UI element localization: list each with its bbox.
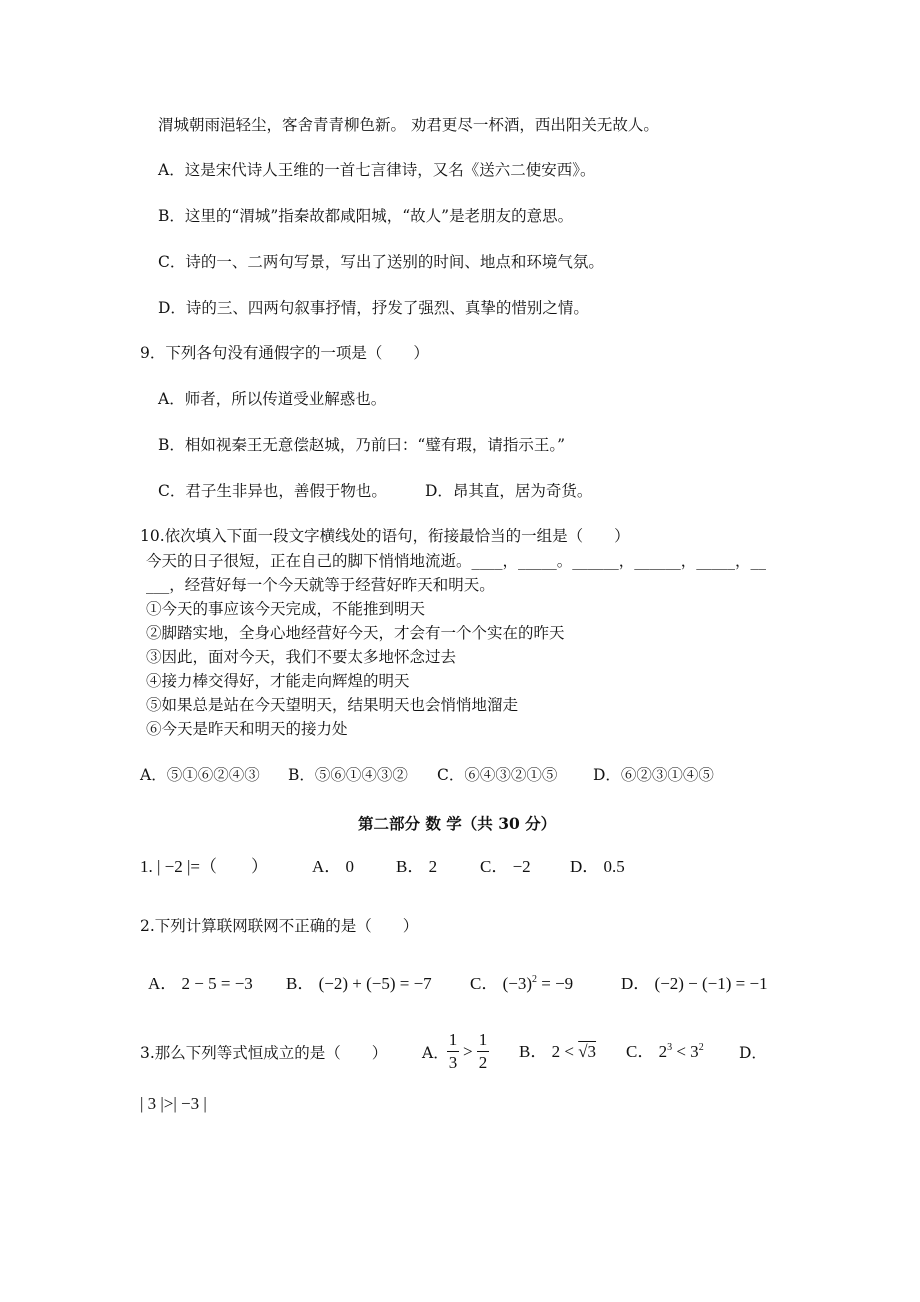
q9-option-d: D．昂其直，居为奇货。 — [425, 482, 593, 500]
m3-option-b-lhs: B． 2 < — [519, 1042, 574, 1061]
m3-fraction-2-denominator: 2 — [478, 1053, 488, 1072]
m2-option-c-result: = −9 — [537, 974, 574, 993]
m2-option-d: D． (−2) − (−1) = −1 — [621, 974, 768, 993]
m3-option-d-label: D． — [739, 1044, 767, 1062]
m3-fraction-2 — [477, 1031, 489, 1072]
m3-option-c-exponent-1: 3 — [667, 1042, 673, 1053]
q8-option-a: A．这是宋代诗人王维的一首七言律诗，又名《送六二使安西》。 — [158, 161, 596, 179]
q10-option-a: A．⑤①⑥②④③ — [140, 766, 260, 784]
m2-option-c — [470, 974, 573, 994]
m3-option-d-expression: | 3 |>| −3 | — [140, 1094, 207, 1113]
q10-item-3: ③因此，面对今天，我们不要太多地怀念过去 — [146, 648, 457, 666]
m3-fraction-2-numerator: 1 — [478, 1030, 488, 1049]
m3-option-a-label: A． — [422, 1044, 449, 1062]
m1-option-b: B． 2 — [396, 857, 438, 876]
q10-item-1: ①今天的事应该今天完成，不能推到明天 — [146, 600, 426, 618]
m3-greater-than: > — [463, 1042, 473, 1061]
q10-option-c: C．⑥④③②①⑤ — [437, 766, 558, 784]
q8-option-c: C．诗的一、二两句写景，写出了送别的时间、地点和环境气氛。 — [158, 253, 604, 271]
q9-stem: 9．下列各句没有通假字的一项是（ ） — [140, 344, 429, 362]
m1-option-a: A． 0 — [312, 857, 355, 876]
m3-option-b — [519, 1042, 596, 1062]
m1-stem: 1. | −2 |=（ ） — [140, 857, 268, 876]
m2-option-c-exponent: 2 — [532, 974, 537, 985]
q10-passage-line-1: 今天的日子很短，正在自己的脚下悄悄地流逝。____，_____。______，______，_____，__ — [146, 552, 767, 570]
q8-option-d: D．诗的三、四两句叙事抒情，抒发了强烈、真挚的惜别之情。 — [158, 299, 589, 317]
section-title: 第二部分 数 学（共 30 分） — [358, 814, 557, 833]
m3-option-c-lhs: C． 2 — [626, 1042, 668, 1061]
q10-stem: 10.依次填入下面一段文字横线处的语句，衔接最恰当的一组是（ ） — [140, 527, 630, 545]
m3-fraction-1-denominator: 3 — [448, 1053, 458, 1072]
m3-option-c-exponent-2: 2 — [698, 1042, 704, 1053]
m3-option-c — [626, 1042, 704, 1062]
q10-passage-line-2: ___，经营好每一个今天就等于经营好昨天和明天。 — [146, 576, 495, 594]
q8-option-b: B．这里的“渭城”指秦故都咸阳城，“故人”是老朋友的意思。 — [158, 207, 574, 225]
m2-stem: 2.下列计算联网联网不正确的是（ ） — [140, 917, 419, 935]
q10-item-6: ⑥今天是昨天和明天的接力处 — [146, 720, 348, 738]
m3-option-b-root: √3 — [578, 1042, 597, 1061]
m2-option-a: A． 2 − 5 = −3 — [148, 974, 253, 993]
m1-option-c: C． −2 — [480, 857, 531, 876]
q10-item-4: ④接力棒交得好，才能走向辉煌的明天 — [146, 672, 410, 690]
m3-fraction-1 — [447, 1031, 459, 1072]
q10-item-2: ②脚踏实地，全身心地经营好今天，才会有一个个实在的昨天 — [146, 624, 565, 642]
q10-option-d: D．⑥②③①④⑤ — [593, 766, 714, 784]
q9-option-a: A．师者，所以传道受业解惑也。 — [158, 390, 387, 408]
q10-item-5: ⑤如果总是站在今天望明天，结果明天也会悄悄地溜走 — [146, 696, 519, 714]
q9-option-c: C．君子生非异也，善假于物也。 — [158, 482, 387, 500]
m2-option-c-base: C． (−3) — [470, 974, 532, 993]
m1-option-d: D． 0.5 — [570, 857, 625, 876]
poem-line: 渭城朝雨浥轻尘，客舍青青柳色新。 劝君更尽一杯酒，西出阳关无故人。 — [158, 116, 659, 134]
q10-option-b: B．⑤⑥①④③② — [288, 766, 408, 784]
m2-option-b: B． (−2) + (−5) = −7 — [286, 974, 432, 993]
q9-option-b: B．相如视秦王无意偿赵城，乃前曰：“璧有瑕，请指示王。” — [158, 436, 565, 454]
m3-option-c-mid: < 3 — [672, 1042, 699, 1061]
m3-stem: 3.那么下列等式恒成立的是（ ） — [140, 1044, 388, 1062]
m3-fraction-1-numerator: 1 — [448, 1030, 458, 1049]
